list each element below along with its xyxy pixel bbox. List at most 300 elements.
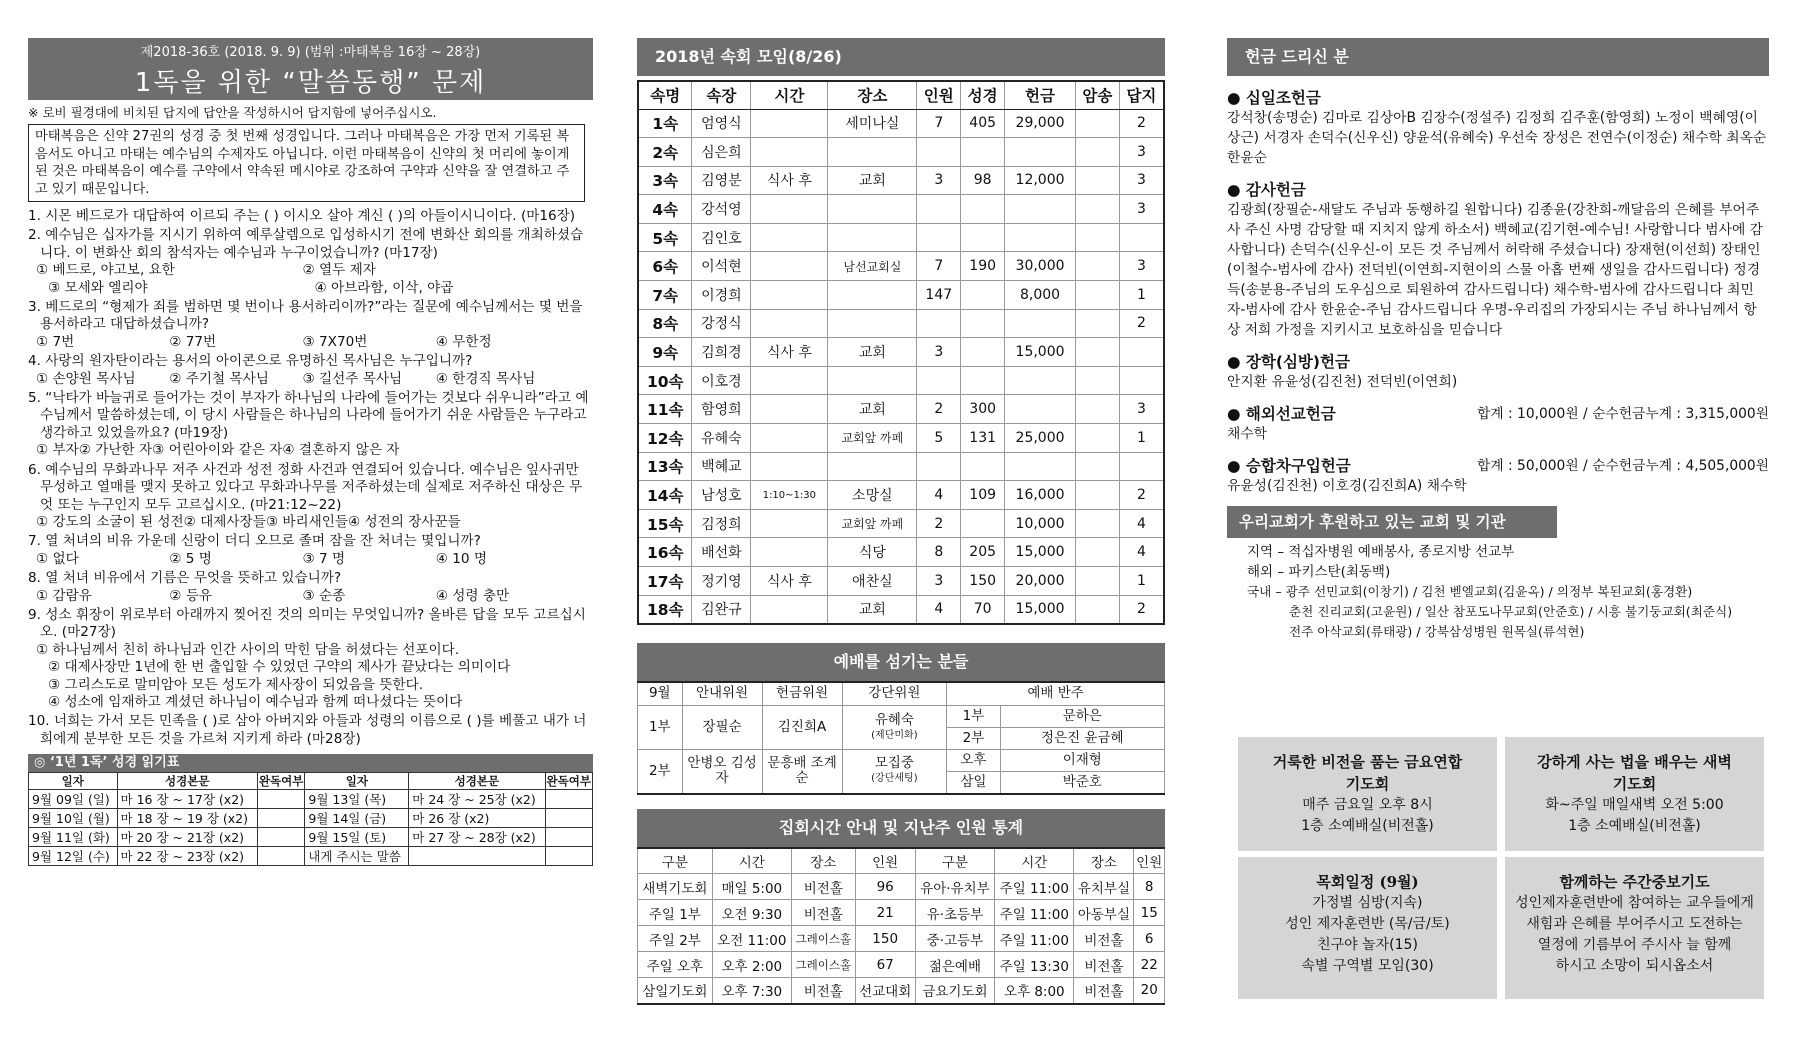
box-body: 화~주일 매일새벽 오전 5:00 1층 소예배실(비전홀) bbox=[1545, 797, 1724, 834]
stats-cell: 22 bbox=[1134, 952, 1165, 978]
stats-header: 시간 bbox=[995, 848, 1074, 874]
table-row bbox=[638, 223, 1164, 252]
cell-group-cell: 5 bbox=[917, 424, 961, 453]
reading-cell bbox=[257, 847, 304, 866]
cell-group-cell bbox=[1005, 309, 1076, 338]
answer-option: ③ 바리새인들 bbox=[265, 513, 348, 530]
question-options bbox=[36, 587, 593, 605]
stats-cell: 그레이스홀 bbox=[791, 952, 855, 978]
table-row bbox=[638, 138, 1164, 167]
cell-group-cell: 정기영 bbox=[692, 567, 751, 596]
answer-option: ④ 한경직 목사님 bbox=[435, 370, 536, 387]
cell-group-cell: 3 bbox=[917, 166, 961, 195]
cell-group-cell bbox=[917, 138, 961, 167]
stats-header: 구분 bbox=[638, 848, 713, 874]
cell-group-cell: 김인호 bbox=[692, 223, 751, 252]
usher: 장필순 bbox=[682, 706, 762, 750]
cell-group-cell: 식사 후 bbox=[751, 338, 828, 367]
box-title: 거룩한 비전을 품는 금요연합기도회 bbox=[1272, 753, 1463, 793]
answer-option: ④ 10 명 bbox=[435, 550, 488, 567]
cell-group-header: 장소 bbox=[828, 81, 917, 109]
scholarship-heading: ● 장학(심방)헌금 bbox=[1227, 353, 1350, 371]
reading-header: 성경본문 bbox=[117, 773, 257, 790]
cell-group-cell bbox=[828, 195, 917, 224]
cell-group-cell: 교회앞 까페 bbox=[828, 424, 917, 453]
answer-option: ③ 순종 bbox=[302, 587, 346, 604]
question-options bbox=[36, 333, 593, 351]
mission-row bbox=[1227, 402, 1769, 424]
friday-prayer-box bbox=[1238, 737, 1497, 851]
stats-cell: 주일 11:00 bbox=[995, 900, 1074, 926]
cell-group-cell: 1속 bbox=[638, 109, 692, 138]
acc-name: 이재형 bbox=[1000, 750, 1164, 772]
box-body: 가정별 심방(지속) 성인 제자훈련반 (목/금/토) 친구야 놀자(15) 속별 구역별 모임(30) bbox=[1285, 895, 1450, 974]
offering-server: 김진희A bbox=[762, 706, 842, 750]
answer-option: ② 5 명 bbox=[169, 550, 212, 567]
question-text: 3. 베드로의 “형제가 죄를 범하면 몇 번이나 용서하리이까?”라는 질문에 예수님께서는 몇 번을 용서하라고 대답하셨습니까? bbox=[28, 299, 583, 333]
answer-option: ① 베드로, 야고보, 요한 bbox=[36, 262, 175, 279]
cell-group-cell bbox=[1075, 195, 1119, 224]
cell-group-cell: 2 bbox=[917, 395, 961, 424]
answer-option: ④ 무한정 bbox=[435, 333, 492, 350]
cell-group-cell bbox=[828, 223, 917, 252]
answer-option: ① 부자 bbox=[36, 442, 79, 459]
cell-group-cell: 16,000 bbox=[1005, 481, 1076, 510]
question-list bbox=[28, 208, 593, 748]
question-text: 10. 너희는 가서 모든 민족을 ( )로 삼아 아버지와 아들과 성령의 이름으로 ( )를 베풀고 내가 너희에게 분부한 모든 것을 가르쳐 지키게 하라 (마28장) bbox=[28, 713, 587, 747]
cell-group-cell bbox=[751, 281, 828, 310]
cell-group-cell: 30,000 bbox=[1005, 252, 1076, 281]
cell-group-cell: 6속 bbox=[638, 252, 692, 281]
cell-group-cell bbox=[961, 338, 1005, 367]
reading-cell bbox=[545, 790, 592, 809]
cell-group-cell: 1 bbox=[1119, 281, 1164, 310]
cell-group-cell: 이석현 bbox=[692, 252, 751, 281]
reading-cell: 9월 13일 (목) bbox=[305, 790, 409, 809]
answer-option: ③ 길선주 목사님 bbox=[302, 370, 403, 387]
cell-group-cell: 8,000 bbox=[1005, 281, 1076, 310]
table-row bbox=[638, 538, 1164, 567]
cell-group-cell: 3 bbox=[1119, 195, 1164, 224]
thanks-heading: ● 감사헌금 bbox=[1227, 181, 1306, 199]
cell-group-header: 인원 bbox=[917, 81, 961, 109]
stats-cell: 비전홀 bbox=[791, 900, 855, 926]
cell-group-cell: 15,000 bbox=[1005, 595, 1076, 624]
box-title: 강하게 사는 법을 배우는 새벽기도회 bbox=[1537, 753, 1732, 793]
cell-group-cell: 백혜교 bbox=[692, 452, 751, 481]
cell-group-cell: 29,000 bbox=[1005, 109, 1076, 138]
reading-plan-table bbox=[28, 772, 593, 866]
cell-group-cell: 4속 bbox=[638, 195, 692, 224]
cell-group-header: 답지 bbox=[1119, 81, 1164, 109]
cell-group-cell bbox=[1075, 538, 1119, 567]
reading-cell bbox=[545, 809, 592, 828]
reading-header: 일자 bbox=[29, 773, 118, 790]
table-row bbox=[638, 366, 1164, 395]
support-item: 지역 – 적십자병원 예배봉사, 종로지방 선교부 bbox=[1247, 544, 1515, 560]
cell-group-cell bbox=[751, 509, 828, 538]
cell-group-header: 성경 bbox=[961, 81, 1005, 109]
stats-cell: 15 bbox=[1134, 900, 1165, 926]
cell-group-cell: 205 bbox=[961, 538, 1005, 567]
cell-group-cell: 98 bbox=[961, 166, 1005, 195]
stats-cell: 오후 7:30 bbox=[712, 978, 791, 1004]
cell-group-title: 2018년 속회 모임(8/26) bbox=[637, 38, 1165, 76]
cell-group-cell bbox=[751, 109, 828, 138]
cell-group-cell bbox=[1119, 338, 1164, 367]
cell-group-cell bbox=[917, 452, 961, 481]
quiz-header bbox=[28, 38, 593, 100]
answer-option: ② 열두 제자 bbox=[302, 262, 376, 279]
box-body: 매주 금요일 오후 8시 1층 소예배실(비전홀) bbox=[1301, 797, 1434, 834]
cell-group-cell: 15,000 bbox=[1005, 538, 1076, 567]
cell-group-cell bbox=[1005, 223, 1076, 252]
cell-group-cell: 3 bbox=[1119, 138, 1164, 167]
cell-group-cell bbox=[751, 223, 828, 252]
intro-box: 마태복음은 신약 27권의 성경 중 첫 번째 성경입니다. 그러나 마태복음은 가장 먼저 기록된 복음서도 아니고 마태는 예수님의 수제자도 아닙니다. 이런 마태복음이 신약의 첫 머리에 놓이게 된 것은 마태복음이 예수를 구약에서 약속된 메시야로 강조하여 구약과 신약을 잘 연결하고 주고 있기 때문입니다. bbox=[28, 124, 585, 202]
cell-group-cell bbox=[961, 452, 1005, 481]
question-text: 8. 열 처녀 비유에서 기름은 무엇을 뜻하고 있습니까? bbox=[28, 570, 342, 587]
stats-cell: 비전홀 bbox=[791, 874, 855, 900]
cell-group-cell: 3 bbox=[917, 338, 961, 367]
answer-option: ② 등유 bbox=[169, 587, 213, 604]
cell-group-cell: 교회 bbox=[828, 595, 917, 624]
reading-header: 완독여부 bbox=[546, 774, 591, 789]
table-row bbox=[638, 509, 1164, 538]
stats-cell: 그레이스홀 bbox=[791, 926, 855, 952]
box-title: 목회일정 (9월) bbox=[1316, 873, 1419, 891]
answer-option: ④ 성령 충만 bbox=[435, 587, 510, 604]
table-row bbox=[638, 595, 1164, 624]
table-row bbox=[638, 309, 1164, 338]
table-row bbox=[638, 395, 1164, 424]
answer-option: ① 감람유 bbox=[36, 587, 92, 604]
stats-cell: 유·초등부 bbox=[915, 900, 995, 926]
question-text: 2. 예수님은 십자가를 지시기 위하여 예루살렘으로 입성하시기 전에 변화산 회의를 개최하셨습니다. 이 변화산 회의 참석자는 예수님과 누구이었습니까? (마17장) bbox=[28, 227, 584, 261]
answer-option: ② 대제사장들 bbox=[183, 513, 266, 530]
table-row bbox=[638, 281, 1164, 310]
quiz-title: 1독을 위한 “말씀동행” 문제 bbox=[134, 68, 487, 98]
cell-group-cell: 4 bbox=[917, 481, 961, 510]
stats-cell: 오후 8:00 bbox=[995, 978, 1074, 1004]
part-label: 1부 bbox=[638, 706, 683, 750]
answer-option: ② 대제사장만 1년에 한 번 출입할 수 있었던 구약의 제사가 끝났다는 의미이다 bbox=[48, 659, 511, 676]
cell-group-cell: 강정식 bbox=[692, 309, 751, 338]
tithe-heading: ● 십일조헌금 bbox=[1227, 89, 1321, 107]
stats-cell: 비전홀 bbox=[1074, 978, 1134, 1004]
cell-group-cell: 4 bbox=[1119, 538, 1164, 567]
cell-group-cell: 1 bbox=[1119, 567, 1164, 596]
ministry-schedule-box bbox=[1238, 857, 1497, 999]
thanks-names: 김광희(장필순-새달도 주님과 동행하길 원합니다) 김종윤(강찬희-깨달음의 은혜를 부어주사 주신 사명 감당할 때 지치지 않게 하소서) 백혜교(김기현-예수님! 사랑합니다 범사에 감사합니다) 손덕수(신우신-이 모든 것 주님께서 허락해 주셨습니다) 장재현(이선희) 장태인(이철수-범사에 감사) 전덕빈(이연희-지현이의 스물 아홉 번째 생일을 감사드립니다) 정경득(송분용-주님의 도우심으로 퇴원하여 감사드립니다) 채수학-범사에 감사드립니다 최민자-범사에 감사 한윤순-주님 감사드립니다 우명-우리집의 가장되시는 주님 하나님께서 항상 저희 가정을 지키시고 보호하심을 믿습니다 bbox=[1227, 202, 1763, 338]
cell-group-cell bbox=[751, 309, 828, 338]
question-options bbox=[36, 262, 593, 297]
cell-group-cell bbox=[1075, 366, 1119, 395]
cell-group-cell bbox=[1075, 595, 1119, 624]
cell-group-cell bbox=[1075, 338, 1119, 367]
question-text: 9. 성소 휘장이 위로부터 아래까지 찢어진 것의 의미는 무엇입니까? 올바른 답을 모두 고르십시오. (마27장) bbox=[28, 606, 586, 641]
worship-header: 예배 반주 bbox=[947, 682, 1165, 706]
cell-group-cell: 17속 bbox=[638, 567, 692, 596]
cell-group-cell: 남성호 bbox=[692, 481, 751, 510]
cell-group-cell bbox=[961, 138, 1005, 167]
cell-group-column bbox=[637, 0, 1165, 1005]
reading-cell: 9월 14일 (금) bbox=[305, 809, 409, 828]
worship-header: 9월 bbox=[638, 682, 683, 706]
stats-cell: 매일 5:00 bbox=[712, 874, 791, 900]
cell-group-cell: 강석영 bbox=[692, 195, 751, 224]
acc-name: 정은진 윤금혜 bbox=[1000, 728, 1164, 750]
reading-cell: 마 16 장 ~ 17장 (x2) bbox=[117, 790, 257, 809]
reading-cell bbox=[545, 828, 592, 847]
stats-cell: 선교대회 bbox=[855, 978, 915, 1004]
stats-cell: 비전홀 bbox=[1074, 926, 1134, 952]
table-row bbox=[638, 166, 1164, 195]
answer-option: ④ 아브라함, 이삭, 야곱 bbox=[314, 279, 454, 296]
stats-header: 인원 bbox=[855, 848, 915, 874]
cell-group-cell: 3 bbox=[917, 567, 961, 596]
cell-group-cell: 2속 bbox=[638, 138, 692, 167]
stats-cell: 주일 13:30 bbox=[995, 952, 1074, 978]
cell-group-cell bbox=[1075, 567, 1119, 596]
cell-group-cell bbox=[1005, 195, 1076, 224]
question-item bbox=[28, 462, 593, 532]
stats-cell: 주일 11:00 bbox=[995, 926, 1074, 952]
cell-group-cell bbox=[1075, 109, 1119, 138]
question-item bbox=[28, 227, 593, 297]
cell-group-cell: 김정희 bbox=[692, 509, 751, 538]
cell-group-cell bbox=[917, 223, 961, 252]
acc-part: 삼일 bbox=[947, 772, 1000, 794]
stats-cell: 오후 2:00 bbox=[712, 952, 791, 978]
cell-group-cell bbox=[961, 309, 1005, 338]
reading-cell bbox=[257, 790, 304, 809]
table-row bbox=[638, 109, 1164, 138]
cell-group-table bbox=[637, 80, 1165, 625]
cell-group-cell: 2 bbox=[1119, 481, 1164, 510]
dawn-prayer-box bbox=[1505, 737, 1764, 851]
cell-group-cell: 2 bbox=[1119, 109, 1164, 138]
cell-group-cell: 1:10~1:30 bbox=[751, 481, 828, 510]
cell-group-cell: 10,000 bbox=[1005, 509, 1076, 538]
reading-row bbox=[29, 847, 593, 866]
cell-group-cell bbox=[1119, 452, 1164, 481]
stats-cell: 주일 11:00 bbox=[995, 874, 1074, 900]
support-title: 우리교회가 후원하고 있는 교회 및 기관 bbox=[1227, 506, 1557, 538]
stats-cell: 오전 11:00 bbox=[712, 926, 791, 952]
worship-header: 헌금위원 bbox=[762, 682, 842, 706]
answer-option: ③ 모세와 엘리야 bbox=[48, 279, 148, 296]
stats-cell: 67 bbox=[855, 952, 915, 978]
intercession-box bbox=[1505, 857, 1764, 999]
stats-cell: 주일 오후 bbox=[638, 952, 713, 978]
reading-cell: 9월 11일 (화) bbox=[29, 828, 118, 847]
cell-group-cell: 2 bbox=[917, 509, 961, 538]
cell-group-cell: 식사 후 bbox=[751, 567, 828, 596]
cell-group-cell: 7 bbox=[917, 109, 961, 138]
stats-cell: 유아·유치부 bbox=[915, 874, 995, 900]
cell-group-cell bbox=[751, 452, 828, 481]
answer-option: ③ 7X70번 bbox=[302, 333, 368, 350]
meeting-stats-title: 집회시간 안내 및 지난주 인원 통계 bbox=[637, 809, 1165, 847]
meeting-stats-table bbox=[637, 847, 1165, 1005]
cell-group-cell: 12,000 bbox=[1005, 166, 1076, 195]
cell-group-cell bbox=[828, 138, 917, 167]
cell-group-cell bbox=[751, 538, 828, 567]
cell-group-cell: 교회 bbox=[828, 395, 917, 424]
question-text: 6. 예수님의 무화과나무 저주 사건과 성전 정화 사건과 연결되어 있습니다. 예수님은 잎사귀만 무성하고 열매를 맺지 못하고 있다고 무화과나무를 저주하셨는데 실제로 저주하신 대상은 무엇 또는 누구인지 모두 고르십시오. (마21:12~22) bbox=[28, 461, 583, 513]
table-row bbox=[638, 252, 1164, 281]
van-row bbox=[1227, 454, 1769, 476]
question-item bbox=[28, 299, 593, 351]
mission-heading: ● 해외선교헌금 bbox=[1227, 405, 1336, 423]
question-text: 4. 사랑의 원자탄이라는 용서의 아이콘으로 유명하신 목사님은 누구입니까? bbox=[28, 353, 473, 370]
cell-group-cell: 애찬실 bbox=[828, 567, 917, 596]
support-item: 해외 – 파키스탄(최동백) bbox=[1247, 564, 1391, 580]
cell-group-cell: 이경희 bbox=[692, 281, 751, 310]
reading-header: 성경본문 bbox=[409, 773, 545, 790]
cell-group-cell: 16속 bbox=[638, 538, 692, 567]
stats-header: 장소 bbox=[791, 848, 855, 874]
reading-cell: 마 27 장 ~ 28장 (x2) bbox=[409, 828, 545, 847]
reading-cell: 마 22 장 ~ 23장 (x2) bbox=[117, 847, 257, 866]
answer-option: ① 하나님께서 친히 하나님과 인간 사이의 막힌 담을 허셨다는 선포이다. bbox=[36, 641, 460, 658]
cell-group-cell: 7속 bbox=[638, 281, 692, 310]
answer-option: ① 없다 bbox=[36, 550, 79, 567]
cell-group-cell bbox=[1119, 223, 1164, 252]
cell-group-cell bbox=[751, 366, 828, 395]
reading-cell: 마 18 장 ~ 19 장 (x2) bbox=[117, 809, 257, 828]
support-item: 전주 아삭교회(류태광) / 강북삼성병원 원목실(류석현) bbox=[1289, 624, 1585, 639]
question-text: 5. “낙타가 바늘귀로 들어가는 것이 부자가 하나님의 나라에 들어가는 것보다 쉬우니라”라고 예수님께서 말씀하셨는데, 이 당시 사람들은 하나님의 나라에 들어가기 쉬운 사람들은 누구라고 생각하고 있었을까요? (마19장) bbox=[28, 390, 589, 441]
cell-group-cell bbox=[1075, 424, 1119, 453]
cell-group-header: 속명 bbox=[638, 81, 692, 109]
stats-cell: 오전 9:30 bbox=[712, 900, 791, 926]
acc-name: 박준호 bbox=[1000, 772, 1164, 794]
question-options bbox=[36, 442, 593, 459]
cell-group-header: 헌금 bbox=[1005, 81, 1076, 109]
answer-option: ③ 7 명 bbox=[302, 550, 346, 567]
stats-cell: 비전홀 bbox=[791, 978, 855, 1004]
cell-group-cell: 유혜숙 bbox=[692, 424, 751, 453]
cell-group-cell bbox=[1075, 223, 1119, 252]
cell-group-cell bbox=[751, 595, 828, 624]
cell-group-cell: 2 bbox=[1119, 595, 1164, 624]
cell-group-cell bbox=[1075, 395, 1119, 424]
cell-group-cell bbox=[961, 366, 1005, 395]
reading-cell: 내게 주시는 말씀 bbox=[305, 847, 409, 866]
cell-group-cell: 교회 bbox=[828, 166, 917, 195]
cell-group-cell: 3속 bbox=[638, 166, 692, 195]
stats-header: 구분 bbox=[915, 848, 995, 874]
altar-server: 유혜숙 (제단미화) bbox=[842, 706, 947, 750]
cell-group-cell bbox=[917, 309, 961, 338]
cell-group-cell bbox=[1005, 395, 1076, 424]
cell-group-cell: 1 bbox=[1119, 424, 1164, 453]
answer-option: ④ 성전의 장사꾼들 bbox=[348, 513, 461, 530]
stats-cell: 20 bbox=[1134, 978, 1165, 1004]
cell-group-cell: 심은희 bbox=[692, 138, 751, 167]
answer-option: ④ 결혼하지 않은 자 bbox=[282, 442, 400, 459]
worship-servers-table bbox=[637, 681, 1165, 795]
cell-group-cell bbox=[751, 195, 828, 224]
reading-cell bbox=[409, 847, 545, 866]
cell-group-cell: 함영희 bbox=[692, 395, 751, 424]
stats-header: 인원 bbox=[1134, 848, 1165, 874]
cell-group-cell bbox=[1005, 366, 1076, 395]
usher: 안병오 김성자 bbox=[682, 750, 762, 794]
cell-group-cell: 4 bbox=[917, 595, 961, 624]
cell-group-cell bbox=[917, 195, 961, 224]
reading-plan-title: ◎ ‘1년 1독’ 성경 읽기표 bbox=[28, 754, 593, 772]
question-options bbox=[36, 370, 593, 388]
support-item: 국내 – 광주 선민교회(이창기) / 김천 벧엘교회(김윤옥) / 의정부 복된교회(홍경환) bbox=[1247, 584, 1693, 599]
question-item bbox=[28, 533, 593, 568]
cell-group-cell: 3 bbox=[1119, 166, 1164, 195]
cell-group-cell: 8 bbox=[917, 538, 961, 567]
tithe-names: 강석창(송명순) 김마로 김상아B 김장수(정설주) 김정희 김주훈(함영희) 노정이 백혜영(이상근) 서경자 손덕수(신우신) 양윤석(유혜숙) 우선숙 장성은 전연수(이정순) 채수학 최옥순 한윤순 bbox=[1227, 110, 1767, 166]
van-names: 유윤성(김진천) 이호경(김진희A) 채수학 bbox=[1227, 478, 1467, 494]
cell-group-header: 속장 bbox=[692, 81, 751, 109]
cell-group-cell: 20,000 bbox=[1005, 567, 1076, 596]
answer-option: ② 가난한 자 bbox=[78, 442, 153, 459]
cell-group-cell: 김완규 bbox=[692, 595, 751, 624]
cell-group-cell: 김영분 bbox=[692, 166, 751, 195]
cell-group-cell bbox=[751, 424, 828, 453]
cell-group-cell: 109 bbox=[961, 481, 1005, 510]
table-row bbox=[638, 481, 1164, 510]
stats-cell: 주일 2부 bbox=[638, 926, 713, 952]
reading-row bbox=[29, 828, 593, 847]
table-row bbox=[638, 424, 1164, 453]
cell-group-cell: 김희경 bbox=[692, 338, 751, 367]
cell-group-cell bbox=[917, 366, 961, 395]
scholarship-names: 안지환 유윤성(김진천) 전덕빈(이연희) bbox=[1227, 374, 1458, 390]
cell-group-cell: 5속 bbox=[638, 223, 692, 252]
cell-group-cell: 15,000 bbox=[1005, 338, 1076, 367]
answer-option: ③ 어린아이와 같은 자 bbox=[152, 442, 283, 459]
question-item bbox=[28, 570, 593, 605]
support-item: 춘천 진리교회(고윤원) / 일산 참포도나무교회(안준호) / 시흥 불기둥교회(최준식) bbox=[1289, 604, 1733, 619]
box-title: 함께하는 주간중보기도 bbox=[1559, 873, 1710, 891]
cell-group-cell bbox=[828, 281, 917, 310]
question-options bbox=[36, 641, 593, 712]
question-options bbox=[36, 550, 593, 568]
cell-group-cell: 9속 bbox=[638, 338, 692, 367]
box-body: 성인제자훈련반에 참여하는 교우들에게 새힘과 은혜를 부어주시고 도전하는 열정에 기름부어 주시사 늘 함께 하시고 소망이 되시옵소서 bbox=[1515, 895, 1754, 974]
table-row bbox=[638, 952, 1165, 978]
cell-group-cell bbox=[961, 195, 1005, 224]
table-row bbox=[638, 338, 1164, 367]
cell-group-cell: 14속 bbox=[638, 481, 692, 510]
reading-cell bbox=[545, 847, 592, 866]
cell-group-cell bbox=[961, 223, 1005, 252]
acc-part: 2부 bbox=[947, 728, 1000, 750]
table-row bbox=[638, 926, 1165, 952]
answer-option: ② 77번 bbox=[169, 333, 217, 350]
cell-group-cell bbox=[961, 509, 1005, 538]
stats-cell: 아동부실 bbox=[1074, 900, 1134, 926]
cell-group-cell: 150 bbox=[961, 567, 1005, 596]
cell-group-header: 시간 bbox=[751, 81, 828, 109]
offering-server: 문흥배 조계순 bbox=[762, 750, 842, 794]
cell-group-cell bbox=[1075, 166, 1119, 195]
mission-sum: 합계 : 10,000원 / 순수헌금누계 : 3,315,000원 bbox=[1476, 406, 1769, 422]
table-row bbox=[638, 900, 1165, 926]
stats-cell: 금요기도회 bbox=[915, 978, 995, 1004]
cell-group-cell: 25,000 bbox=[1005, 424, 1076, 453]
cell-group-cell bbox=[1075, 452, 1119, 481]
